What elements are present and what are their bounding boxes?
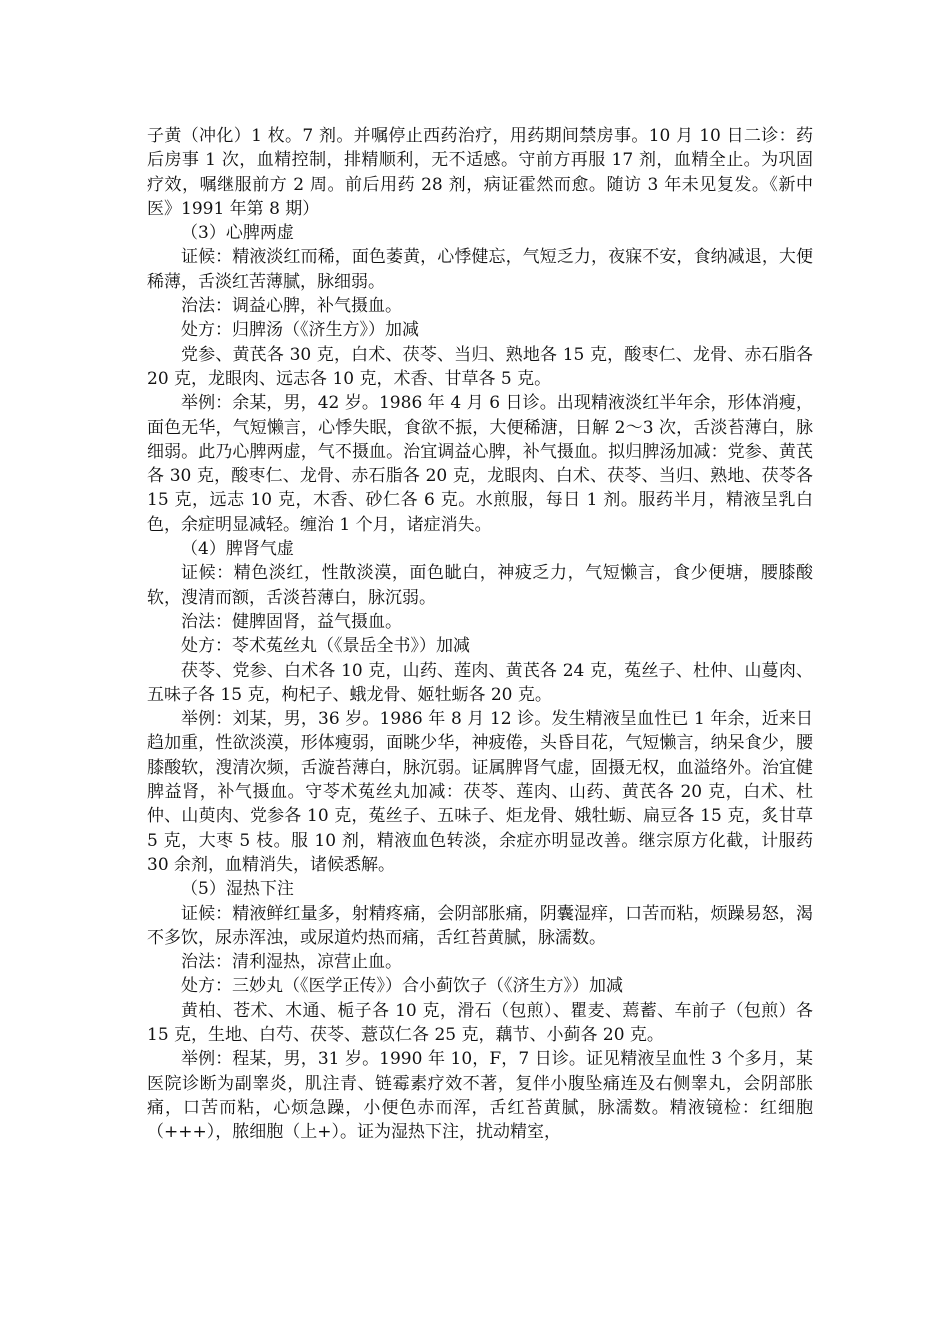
- ingredients-paragraph: 黄柏、苍术、木通、栀子各 10 克，滑石（包煎）、瞿麦、蔫蓄、车前子（包煎）各 15 克，生地、白芍、茯苓、薏苡仁各 25 克，藕节、小蓟各 20 克。: [147, 1000, 813, 1045]
- symptoms-paragraph: 证候：精液淡红而稀，面色萎黄，心悸健忘，气短乏力，夜寐不安，食纳减退，大便稀薄，舌淡红苦薄腻，脉细弱。: [147, 247, 813, 292]
- treatment-paragraph: 治法：清利湿热，凉营止血。: [181, 952, 402, 973]
- prescription-paragraph: 处方：三妙丸（《医学正传》）合小蓟饮子（《济生方》）加减: [181, 976, 623, 997]
- case-example-paragraph: 举例：程某，男，31 岁。1990 年 10，F，7 日诊。证见精液呈血性 3 个多月，某医院诊断为副睾炎，肌注青、链霉素疗效不著，复伴小腹坠痛连及右侧睾丸，会阴部胀痛，口苦而粘，心烦急躁，小便色赤而浑，舌红苔黄腻，脉濡数。精液镜检：红细胞（+++），脓细胞（上+）。证为湿热下注，扰动精室，: [147, 1049, 813, 1143]
- section-heading-spleen-kidney: （4）脾肾气虚: [181, 539, 294, 560]
- case-example-paragraph: 举例：余某，男，42 岁。1986 年 4 月 6 日诊。出现精液淡红半年余，形体消瘦，面色无华，气短懒言，心悸失眠，食欲不振，大便稀溏，日解 2～3 次，舌淡苔薄白，脉细弱。此乃心脾两虚，气不摄血。治宜调益心脾，补气摄血。拟归脾汤加减：党参、黄芪各 30 克，酸枣仁、龙骨、赤石脂各 20 克，龙眼肉、白术、茯苓、当归、熟地、茯苓各 15 克，远志 10 克，木香、砂仁各 6 克。水煎服，每日 1 剂。服药半月，精液呈乳白色，余症明显减轻。缠治 1 个月，诸症消失。: [147, 393, 813, 535]
- ingredients-paragraph: 茯苓、党参、白术各 10 克，山药、莲肉、黄芪各 24 克，菟丝子、杜仲、山蔓肉、五味子各 15 克，枸杞子、蛾龙骨、姬牡蛎各 20 克。: [147, 660, 813, 705]
- prescription-paragraph: 处方：苓术菟丝丸（《景岳全书》）加减: [181, 636, 470, 657]
- paragraph-continuation: 子黄（冲化）1 枚。7 剂。并嘱停止西药治疗，用药期间禁房事。10 月 10 日二诊：药后房事 1 次，血精控制，排精顺利，无不适感。守前方再服 17 剂，血精全止。为巩固疗效，嘱继服前方 2 周。前后用药 28 剂，病证霍然而愈。随访 3 年未见复发。《新中医》1991 年第 8 期）: [147, 126, 813, 219]
- document-body: [147, 124, 813, 1144]
- treatment-paragraph: 治法：健脾固肾，益气摄血。: [181, 611, 402, 632]
- ingredients-paragraph: 党参、黄芪各 30 克，白术、茯苓、当归、熟地各 15 克，酸枣仁、龙骨、赤石脂各 20 克，龙眼肉、远志各 10 克，术香、甘草各 5 克。: [147, 344, 813, 389]
- case-example-paragraph: 举例：刘某，男，36 岁。1986 年 8 月 12 诊。发生精液呈血性已 1 年余，近来日趋加重，性欲淡漠，形体瘦弱，面眺少华，神疲倦，头昏目花，气短懒言，纳呆食少，腰膝酸软，溲清次频，舌漩苔薄白，脉沉弱。证属脾肾气虚，固摄无权，血溢络外。治宜健脾益肾，补气摄血。守苓术菟丝丸加减：茯苓、莲肉、山药、黄芪各 20 克，白术、杜仲、山萸肉、党参各 10 克，菟丝子、五味子、炬龙骨、娥牡蛎、扁豆各 15 克，炙甘草 5 克，大枣 5 枝。服 10 剂，精液血色转淡，余症亦明显改善。继宗原方化截，计服药 30 余剂，血精消失，诸候悉解。: [147, 709, 813, 875]
- symptoms-paragraph: 证候：精液鲜红量多，射精疼痛，会阴部胀痛，阴囊湿痒，口苦而粘，烦躁易怒，渴不多饮，尿赤浑浊，或尿道灼热而痛，舌红苔黄腻，脉濡数。: [147, 903, 813, 948]
- prescription-paragraph: 处方：归脾汤（《济生方》）加减: [181, 320, 419, 341]
- symptoms-paragraph: 证候：精色淡红，性散淡漠，面色眦白，神疲乏力，气短懒言，食少便塘，腰膝酸软，溲清而额，舌淡苔薄白，脉沉弱。: [147, 563, 813, 608]
- section-heading-damp-heat: （5）湿热下注: [181, 879, 294, 900]
- treatment-paragraph: 治法：调益心脾，补气摄血。: [181, 296, 402, 317]
- section-heading-heart-spleen: （3）心脾两虚: [181, 223, 294, 244]
